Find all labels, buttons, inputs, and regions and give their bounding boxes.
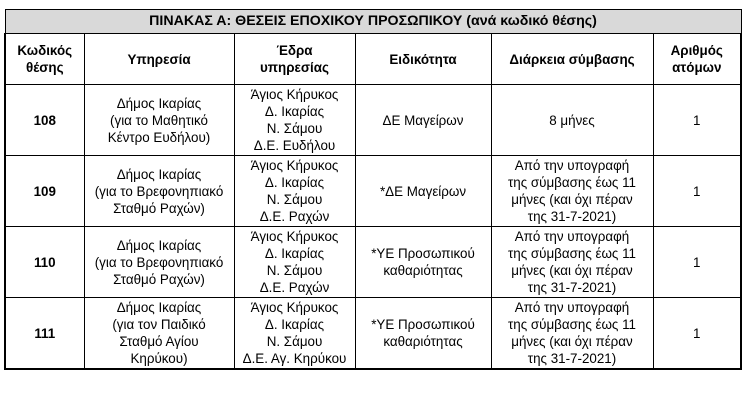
cell-line: Σταθμό Αγίου <box>119 334 199 349</box>
cell-line: μήνες (και όχι πέραν <box>511 334 633 349</box>
cell-line: Άγιος Κήρυκος <box>250 158 339 173</box>
cell-line: Από την υπογραφή <box>514 158 630 173</box>
cell-count: 1 <box>653 298 741 370</box>
cell-specialty <box>355 156 491 227</box>
cell-seat <box>234 85 355 156</box>
cell-line: της 31-7-2021) <box>527 351 617 366</box>
cell-line: θέσης <box>25 60 64 75</box>
cell-seat <box>234 156 355 227</box>
cell-line: Δήμος Ικαρίας <box>116 300 202 315</box>
cell-code: 111 <box>5 298 84 370</box>
cell-seat <box>234 298 355 370</box>
cell-line: Δ.Ε. Ευδήλου <box>253 138 336 153</box>
cell-seat <box>234 227 355 298</box>
cell-line: μήνες (και όχι πέραν <box>511 263 633 278</box>
table-row <box>5 298 741 370</box>
cell-count: 1 <box>653 156 741 227</box>
header-seat <box>234 34 355 85</box>
cell-line: Άγιος Κήρυκος <box>250 87 339 102</box>
cell-line: Κηρύκου) <box>130 351 188 366</box>
cell-line: *ΥΕ Προσωπικού <box>371 317 475 332</box>
cell-line: Δ.Ε. Ραχών <box>259 280 330 295</box>
header-count <box>653 34 741 85</box>
table-header-row <box>5 34 741 85</box>
cell-line: Αριθμός <box>670 43 723 58</box>
cell-line: ΔΕ Μαγείρων <box>382 112 464 128</box>
header-service <box>84 34 234 85</box>
table-row <box>5 85 741 156</box>
cell-line: Ειδικότητα <box>389 51 457 67</box>
cell-line: Κέντρο Ευδήλου) <box>107 129 211 145</box>
table-title-row <box>5 10 741 34</box>
cell-line: Άγιος Κήρυκος <box>250 300 339 315</box>
cell-line: 8 μήνες <box>549 112 595 128</box>
cell-line: Έδρα <box>276 43 313 58</box>
cell-code: 109 <box>5 156 84 227</box>
cell-service <box>84 227 234 298</box>
cell-line: Διάρκεια σύμβασης <box>509 51 635 67</box>
cell-line: *ΥΕ Προσωπικού <box>371 246 475 261</box>
cell-line: Δήμος Ικαρίας <box>116 166 202 182</box>
cell-line: Από την υπογραφή <box>514 229 630 244</box>
cell-line: Υπηρεσία <box>127 51 191 67</box>
cell-line: της σύμβασης έως 11 <box>507 317 637 332</box>
cell-line: ατόμων <box>672 60 722 75</box>
cell-line: μήνες (και όχι πέραν <box>511 192 633 207</box>
cell-line: Από την υπογραφή <box>514 300 630 315</box>
cell-line: Ν. Σάμου <box>266 121 323 136</box>
cell-line: της σύμβασης έως 11 <box>507 175 637 190</box>
cell-line: Κωδικός <box>17 43 73 58</box>
cell-duration <box>491 298 653 370</box>
cell-line: (για τον Παιδικό <box>112 317 206 332</box>
cell-count: 1 <box>653 85 741 156</box>
cell-service <box>84 156 234 227</box>
cell-line: Δ.Ε. Ραχών <box>259 209 330 224</box>
cell-service <box>84 85 234 156</box>
cell-service <box>84 298 234 370</box>
cell-line: της 31-7-2021) <box>527 280 617 295</box>
cell-line: (για το Βρεφονηπιακό <box>94 254 224 270</box>
cell-line: καθαριότητας <box>383 263 463 278</box>
cell-specialty <box>355 298 491 370</box>
cell-line: Δ. Ικαρίας <box>264 317 325 332</box>
cell-line: Δ. Ικαρίας <box>264 104 325 119</box>
cell-line: καθαριότητας <box>383 334 463 349</box>
header-code <box>5 34 84 85</box>
table-title: ΠΙΝΑΚΑΣ Α: ΘΕΣΕΙΣ ΕΠΟΧΙΚΟΥ ΠΡΟΣΩΠΙΚΟΥ (ανά κωδικό θέσης) <box>5 10 741 34</box>
cell-line: Δ.Ε. Αγ. Κηρύκου <box>242 351 347 366</box>
positions-table <box>4 9 742 370</box>
header-specialty <box>355 34 491 85</box>
cell-code: 108 <box>5 85 84 156</box>
cell-line: Δήμος Ικαρίας <box>116 237 202 253</box>
cell-line: Ν. Σάμου <box>266 263 323 278</box>
table-row <box>5 156 741 227</box>
cell-line: *ΔΕ Μαγείρων <box>379 183 467 199</box>
cell-duration <box>491 156 653 227</box>
cell-line: Δ. Ικαρίας <box>264 175 325 190</box>
table-row <box>5 227 741 298</box>
cell-line: Σταθμό Ραχών) <box>113 200 205 216</box>
cell-line: Άγιος Κήρυκος <box>250 229 339 244</box>
cell-line: Ν. Σάμου <box>266 192 323 207</box>
cell-specialty <box>355 227 491 298</box>
cell-line: (για το Μαθητικό <box>110 112 208 128</box>
cell-line: Δ. Ικαρίας <box>264 246 325 261</box>
cell-line: Σταθμό Ραχών) <box>113 271 205 287</box>
cell-duration <box>491 227 653 298</box>
cell-line: Ν. Σάμου <box>266 334 323 349</box>
cell-line: (για το Βρεφονηπιακό <box>94 183 224 199</box>
cell-duration <box>491 85 653 156</box>
cell-specialty <box>355 85 491 156</box>
header-duration <box>491 34 653 85</box>
cell-line: της 31-7-2021) <box>527 209 617 224</box>
cell-line: υπηρεσίας <box>260 60 329 75</box>
cell-code: 110 <box>5 227 84 298</box>
cell-count: 1 <box>653 227 741 298</box>
cell-line: Δήμος Ικαρίας <box>116 95 202 111</box>
cell-line: της σύμβασης έως 11 <box>507 246 637 261</box>
